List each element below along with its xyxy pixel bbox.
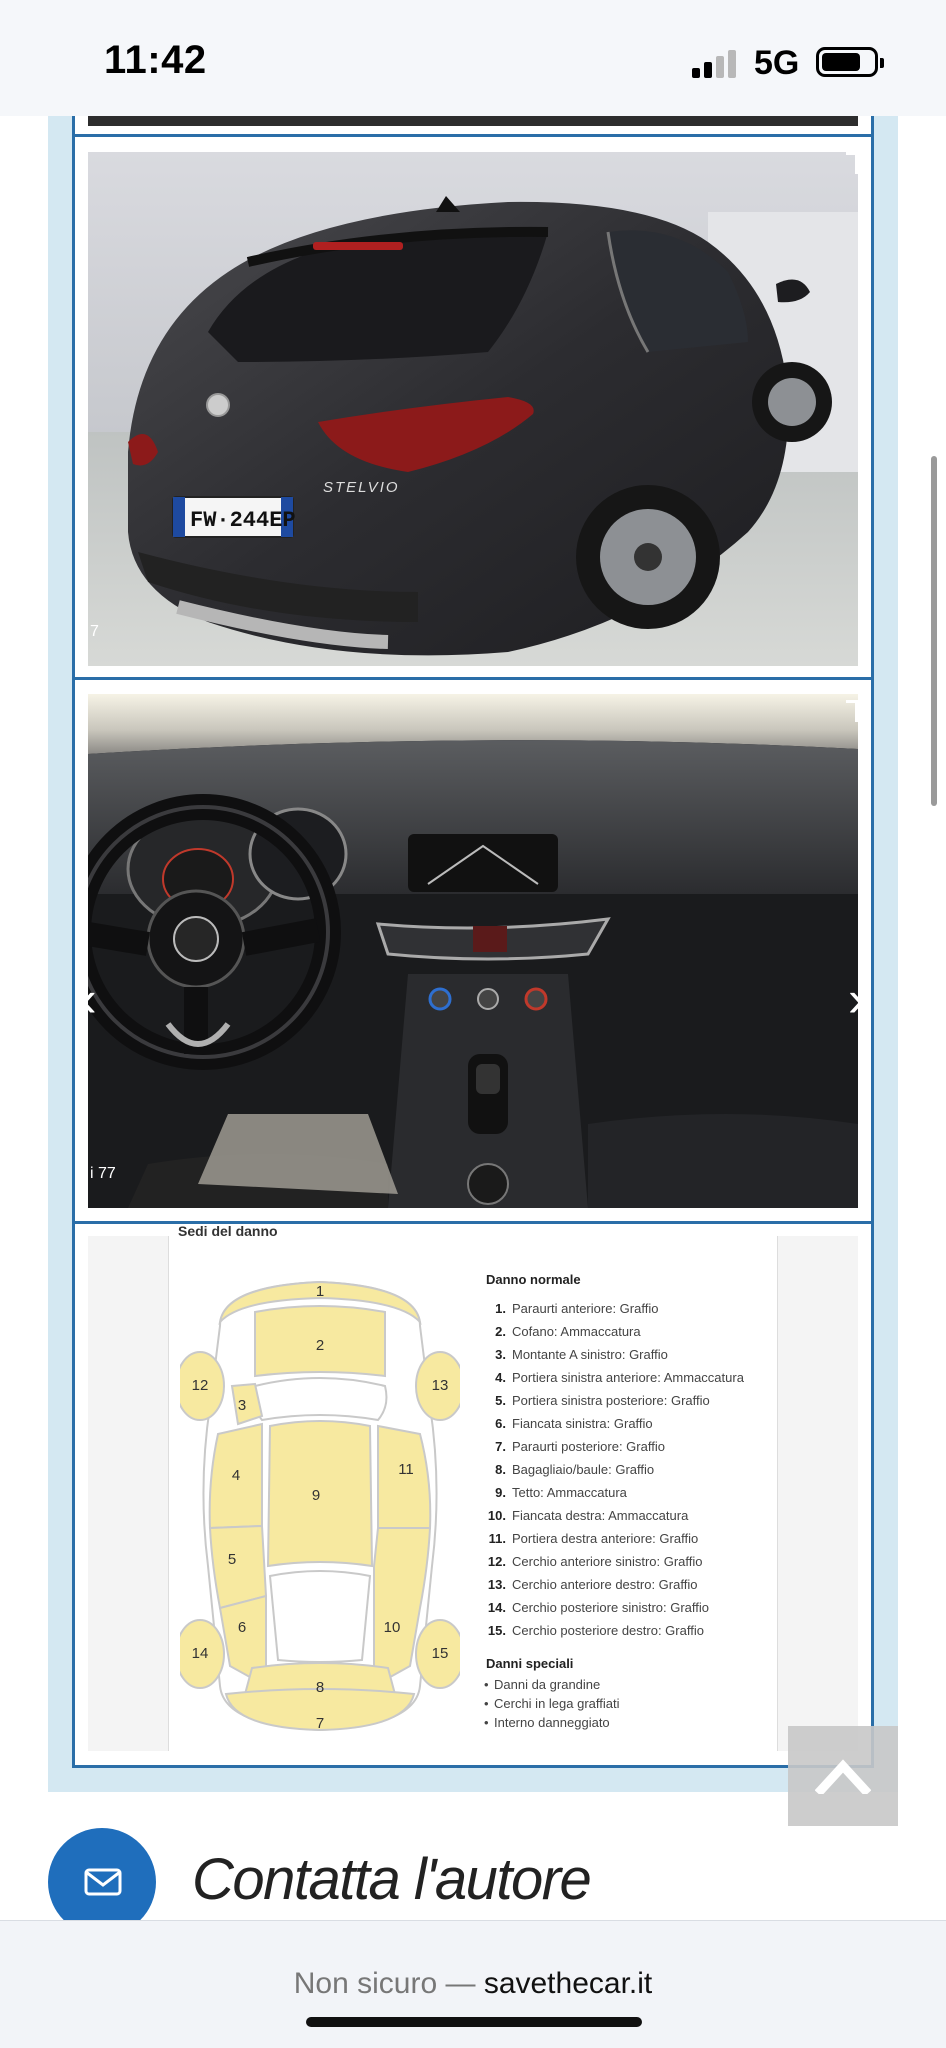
damage-item-text: Cerchio posteriore destro: Graffio [512, 1623, 704, 1638]
damage-item-number: 5. [495, 1393, 506, 1408]
damage-item-number: 13. [487, 1577, 506, 1592]
damage-item-number: 8. [495, 1462, 506, 1477]
chevron-right-icon[interactable]: › [848, 971, 865, 1027]
damage-item-text: Bagagliaio/baule: Graffio [512, 1462, 655, 1477]
damage-item [486, 1619, 786, 1642]
diagram-label: 9 [311, 1487, 321, 1504]
damage-item-text: Tetto: Ammaccatura [512, 1485, 627, 1500]
gallery-divider [72, 1221, 874, 1224]
damage-item-text: Portiera sinistra posteriore: Graffio [512, 1393, 710, 1408]
chevron-up-icon [815, 1758, 871, 1794]
damage-item-text: Cerchio anteriore sinistro: Graffio [512, 1554, 703, 1569]
car-photo-interior[interactable] [88, 694, 858, 1208]
address-text[interactable] [0, 1967, 946, 2001]
damage-item-number: 15. [487, 1623, 506, 1638]
damage-item-text: Paraurti posteriore: Graffio [512, 1439, 665, 1454]
photo-counter: 7 [90, 623, 99, 640]
chevron-left-icon[interactable]: ‹ [80, 971, 97, 1027]
expand-icon[interactable] [846, 152, 858, 174]
browser-address-bar[interactable] [0, 1920, 946, 2048]
domain-label: savethecar.it [483, 1967, 653, 2000]
contact-title: Contatta l'autore [192, 1847, 591, 1912]
damage-item [486, 1527, 786, 1550]
damage-special-heading: Danni speciali [486, 1656, 574, 1671]
car-damage-diagram [180, 1266, 460, 1746]
damage-item-text: Portiera destra anteriore: Graffio [512, 1531, 699, 1546]
damage-list [486, 1272, 786, 1732]
gallery-divider [72, 677, 874, 680]
diagram-label: 3 [237, 1397, 247, 1414]
gallery-divider [72, 134, 874, 137]
damage-item-text: Paraurti anteriore: Graffio [512, 1301, 659, 1316]
damage-item-number: 11. [488, 1531, 506, 1546]
damage-item [486, 1435, 786, 1458]
damage-item-number: 6. [495, 1416, 506, 1431]
back-to-top-button[interactable] [788, 1726, 898, 1826]
damage-item-number: 3. [495, 1347, 506, 1362]
damage-item-number: 4. [495, 1370, 506, 1385]
damage-item-number: 12. [487, 1554, 506, 1569]
damage-item-number: 14. [487, 1600, 506, 1615]
diagram-label: 7 [315, 1715, 325, 1732]
damage-item-text: Cerchio posteriore sinistro: Graffio [512, 1600, 710, 1615]
scrollbar-thumb[interactable] [931, 456, 937, 806]
damage-item [486, 1458, 786, 1481]
damage-item [486, 1481, 786, 1504]
diagram-label: 4 [231, 1467, 241, 1484]
battery-icon [816, 47, 878, 77]
damage-item-number: 10. [487, 1508, 506, 1523]
diagram-label: 6 [237, 1619, 247, 1636]
license-plate: FW·244EP [190, 508, 296, 533]
damage-item-text: Montante A sinistro: Graffio [512, 1347, 668, 1362]
car-photo-exterior[interactable] [88, 152, 858, 666]
damage-item-text: Portiera sinistra anteriore: Ammaccatura [512, 1370, 744, 1385]
damage-normal-heading: Danno normale [486, 1272, 581, 1287]
damage-item-number: 1. [495, 1301, 506, 1316]
diagram-label: 15 [431, 1645, 449, 1662]
damage-item [486, 1596, 786, 1619]
damage-item-text: Cerchio anteriore destro: Graffio [512, 1577, 698, 1592]
status-time: 11:42 [104, 38, 207, 82]
damage-item-text: Cofano: Ammaccatura [512, 1324, 641, 1339]
previous-photo-edge [88, 116, 858, 126]
home-indicator[interactable] [306, 2017, 642, 2027]
special-damage-item: • Interno danneggiato [486, 1713, 786, 1732]
damage-section-title: Sedi del danno [178, 1226, 278, 1239]
damage-item-number: 7. [495, 1439, 506, 1454]
diagram-label: 8 [315, 1679, 325, 1696]
damage-item [486, 1343, 786, 1366]
diagram-label: 2 [315, 1337, 325, 1354]
diagram-label: 10 [383, 1619, 401, 1636]
diagram-label: 5 [227, 1551, 237, 1568]
damage-item [486, 1573, 786, 1596]
diagram-label: 1 [315, 1283, 325, 1300]
damage-item [486, 1389, 786, 1412]
damage-item-number: 9. [495, 1485, 506, 1500]
damage-item-text: Fiancata sinistra: Graffio [512, 1416, 653, 1431]
damage-item [486, 1320, 786, 1343]
special-damage-item: • Cerchi in lega graffiati [486, 1694, 786, 1713]
model-badge: STELVIO [323, 479, 400, 496]
damage-item [486, 1297, 786, 1320]
insecure-label: Non sicuro — [293, 1967, 476, 2000]
damage-item-number: 2. [495, 1324, 506, 1339]
diagram-label: 13 [431, 1377, 449, 1394]
damage-item [486, 1550, 786, 1573]
diagram-label: 12 [191, 1377, 209, 1394]
diagram-label: 14 [191, 1645, 209, 1662]
network-label: 5G [754, 44, 800, 82]
photo-counter: i 77 [90, 1165, 116, 1182]
expand-icon[interactable] [846, 700, 858, 722]
damage-item [486, 1412, 786, 1435]
damage-item-text: Fiancata destra: Ammaccatura [512, 1508, 689, 1523]
diagram-label: 11 [398, 1461, 414, 1478]
special-damage-item: • Danni da grandine [486, 1675, 786, 1694]
status-bar [0, 0, 946, 116]
damage-item [486, 1366, 786, 1389]
damage-item [486, 1504, 786, 1527]
signal-icon [692, 50, 740, 78]
